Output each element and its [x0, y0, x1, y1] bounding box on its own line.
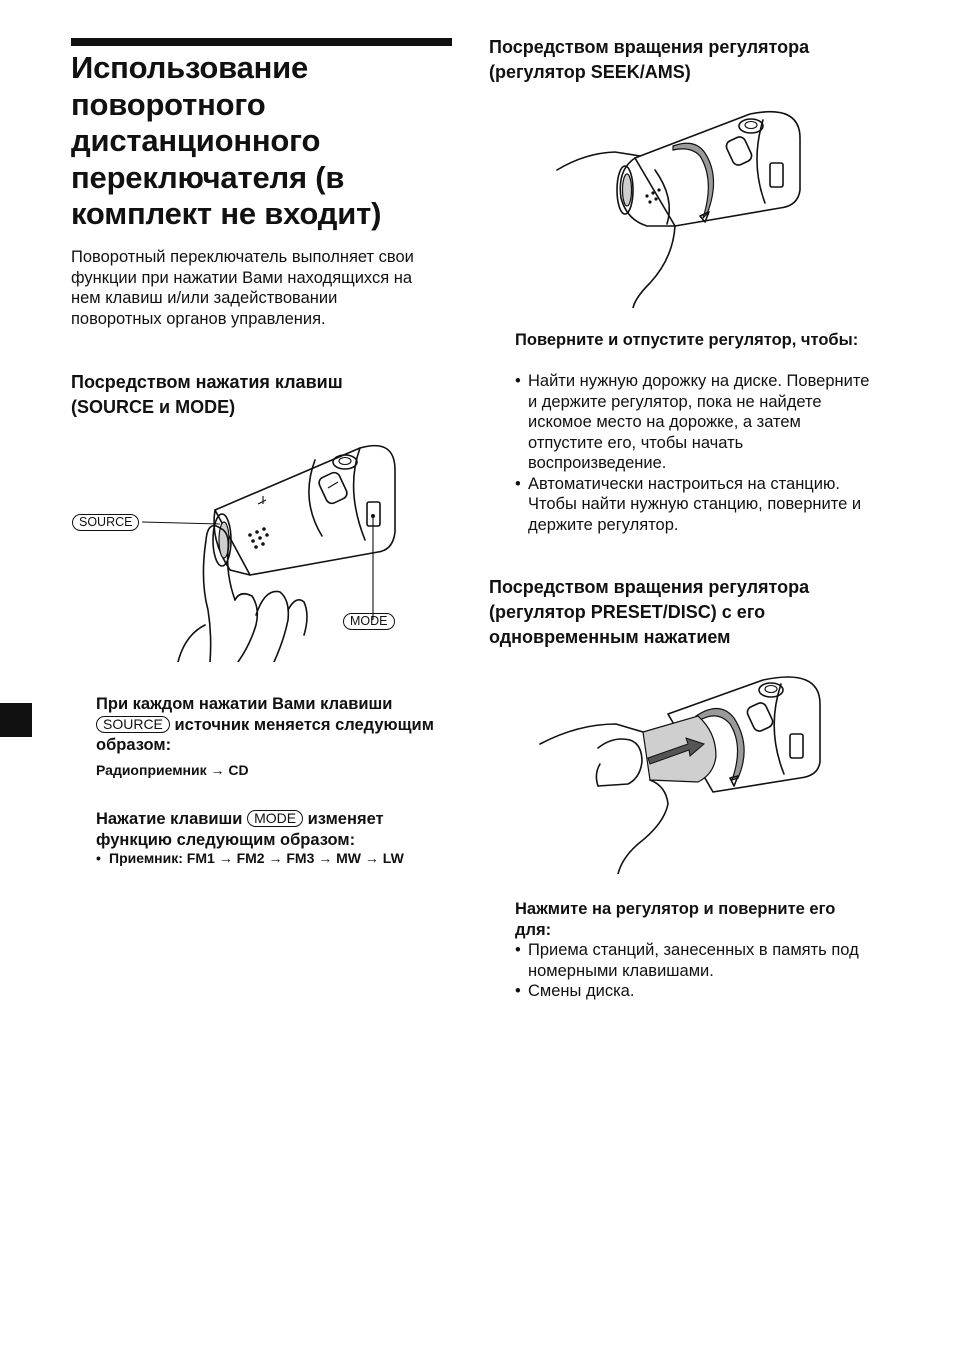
- mode-note: [96, 809, 441, 850]
- preset-subheading: Нажмите на регулятор и поверните его для:: [515, 900, 836, 939]
- seek-item-station: • Автоматически настроиться на станцию. Чтобы найти нужную станцию, поверните и держите регулятор.: [515, 474, 875, 536]
- source-key-label: SOURCE: [72, 514, 139, 531]
- source-note-prefix: При каждом нажатии Вами клавиши: [96, 695, 393, 713]
- source-note: [96, 694, 441, 756]
- mode-key-label: MODE: [343, 613, 395, 630]
- mode-note-suffix: изменяет функцию следующим образом:: [96, 810, 384, 849]
- preset-item-stations: • Приема станций, занесенных в память под номерными клавишами.: [515, 940, 875, 981]
- mode-key-inline: MODE: [247, 810, 303, 827]
- preset-item-disc: • Смены диска.: [515, 981, 875, 1002]
- preset-list: [515, 940, 875, 1002]
- title-rule: [71, 38, 452, 46]
- source-sequence: Радиоприемник → CD: [96, 762, 249, 778]
- source-key-inline: SOURCE: [96, 716, 170, 733]
- seek-heading: Посредством вращения регулятора (регулятор SEEK/AMS): [489, 37, 810, 82]
- remote-rotate-illustration: [555, 108, 805, 308]
- intro-paragraph: Поворотный переключатель выполняет свои функции при нажатии Вами находящихся на нем клавиш и/или задействовании поворотных органов управления.: [71, 248, 414, 328]
- seek-list: [515, 371, 875, 535]
- seek-subheading: Поверните и отпустите регулятор, чтобы:: [515, 331, 859, 349]
- mode-sequence-list: [96, 850, 436, 867]
- source-callout: [72, 514, 139, 532]
- mode-callout: [343, 613, 395, 631]
- page-title: Использование поворотного дистанционного переключателя (в комплект не входит): [71, 50, 382, 231]
- source-note-suffix: источник меняется следующим образом:: [96, 715, 434, 754]
- seek-item-track: • Найти нужную дорожку на диске. Поверните и держите регулятор, пока не найдете искомое место на дорожке, а затем отпустите его, чтобы начать воспроизведение.: [515, 371, 875, 474]
- preset-heading: Посредством вращения регулятора (регулятор PRESET/DISC) с его одновременным нажатием: [489, 577, 810, 647]
- section-tab-marker: [0, 703, 32, 737]
- press-keys-heading: Посредством нажатия клавиш (SOURCE и MODE): [71, 372, 343, 417]
- mode-note-prefix: Нажатие клавиши: [96, 810, 243, 828]
- remote-push-rotate-illustration: [538, 674, 828, 874]
- mode-sequence-item: • Приемник: FM1 → FM2 → FM3 → MW → LW: [96, 850, 436, 867]
